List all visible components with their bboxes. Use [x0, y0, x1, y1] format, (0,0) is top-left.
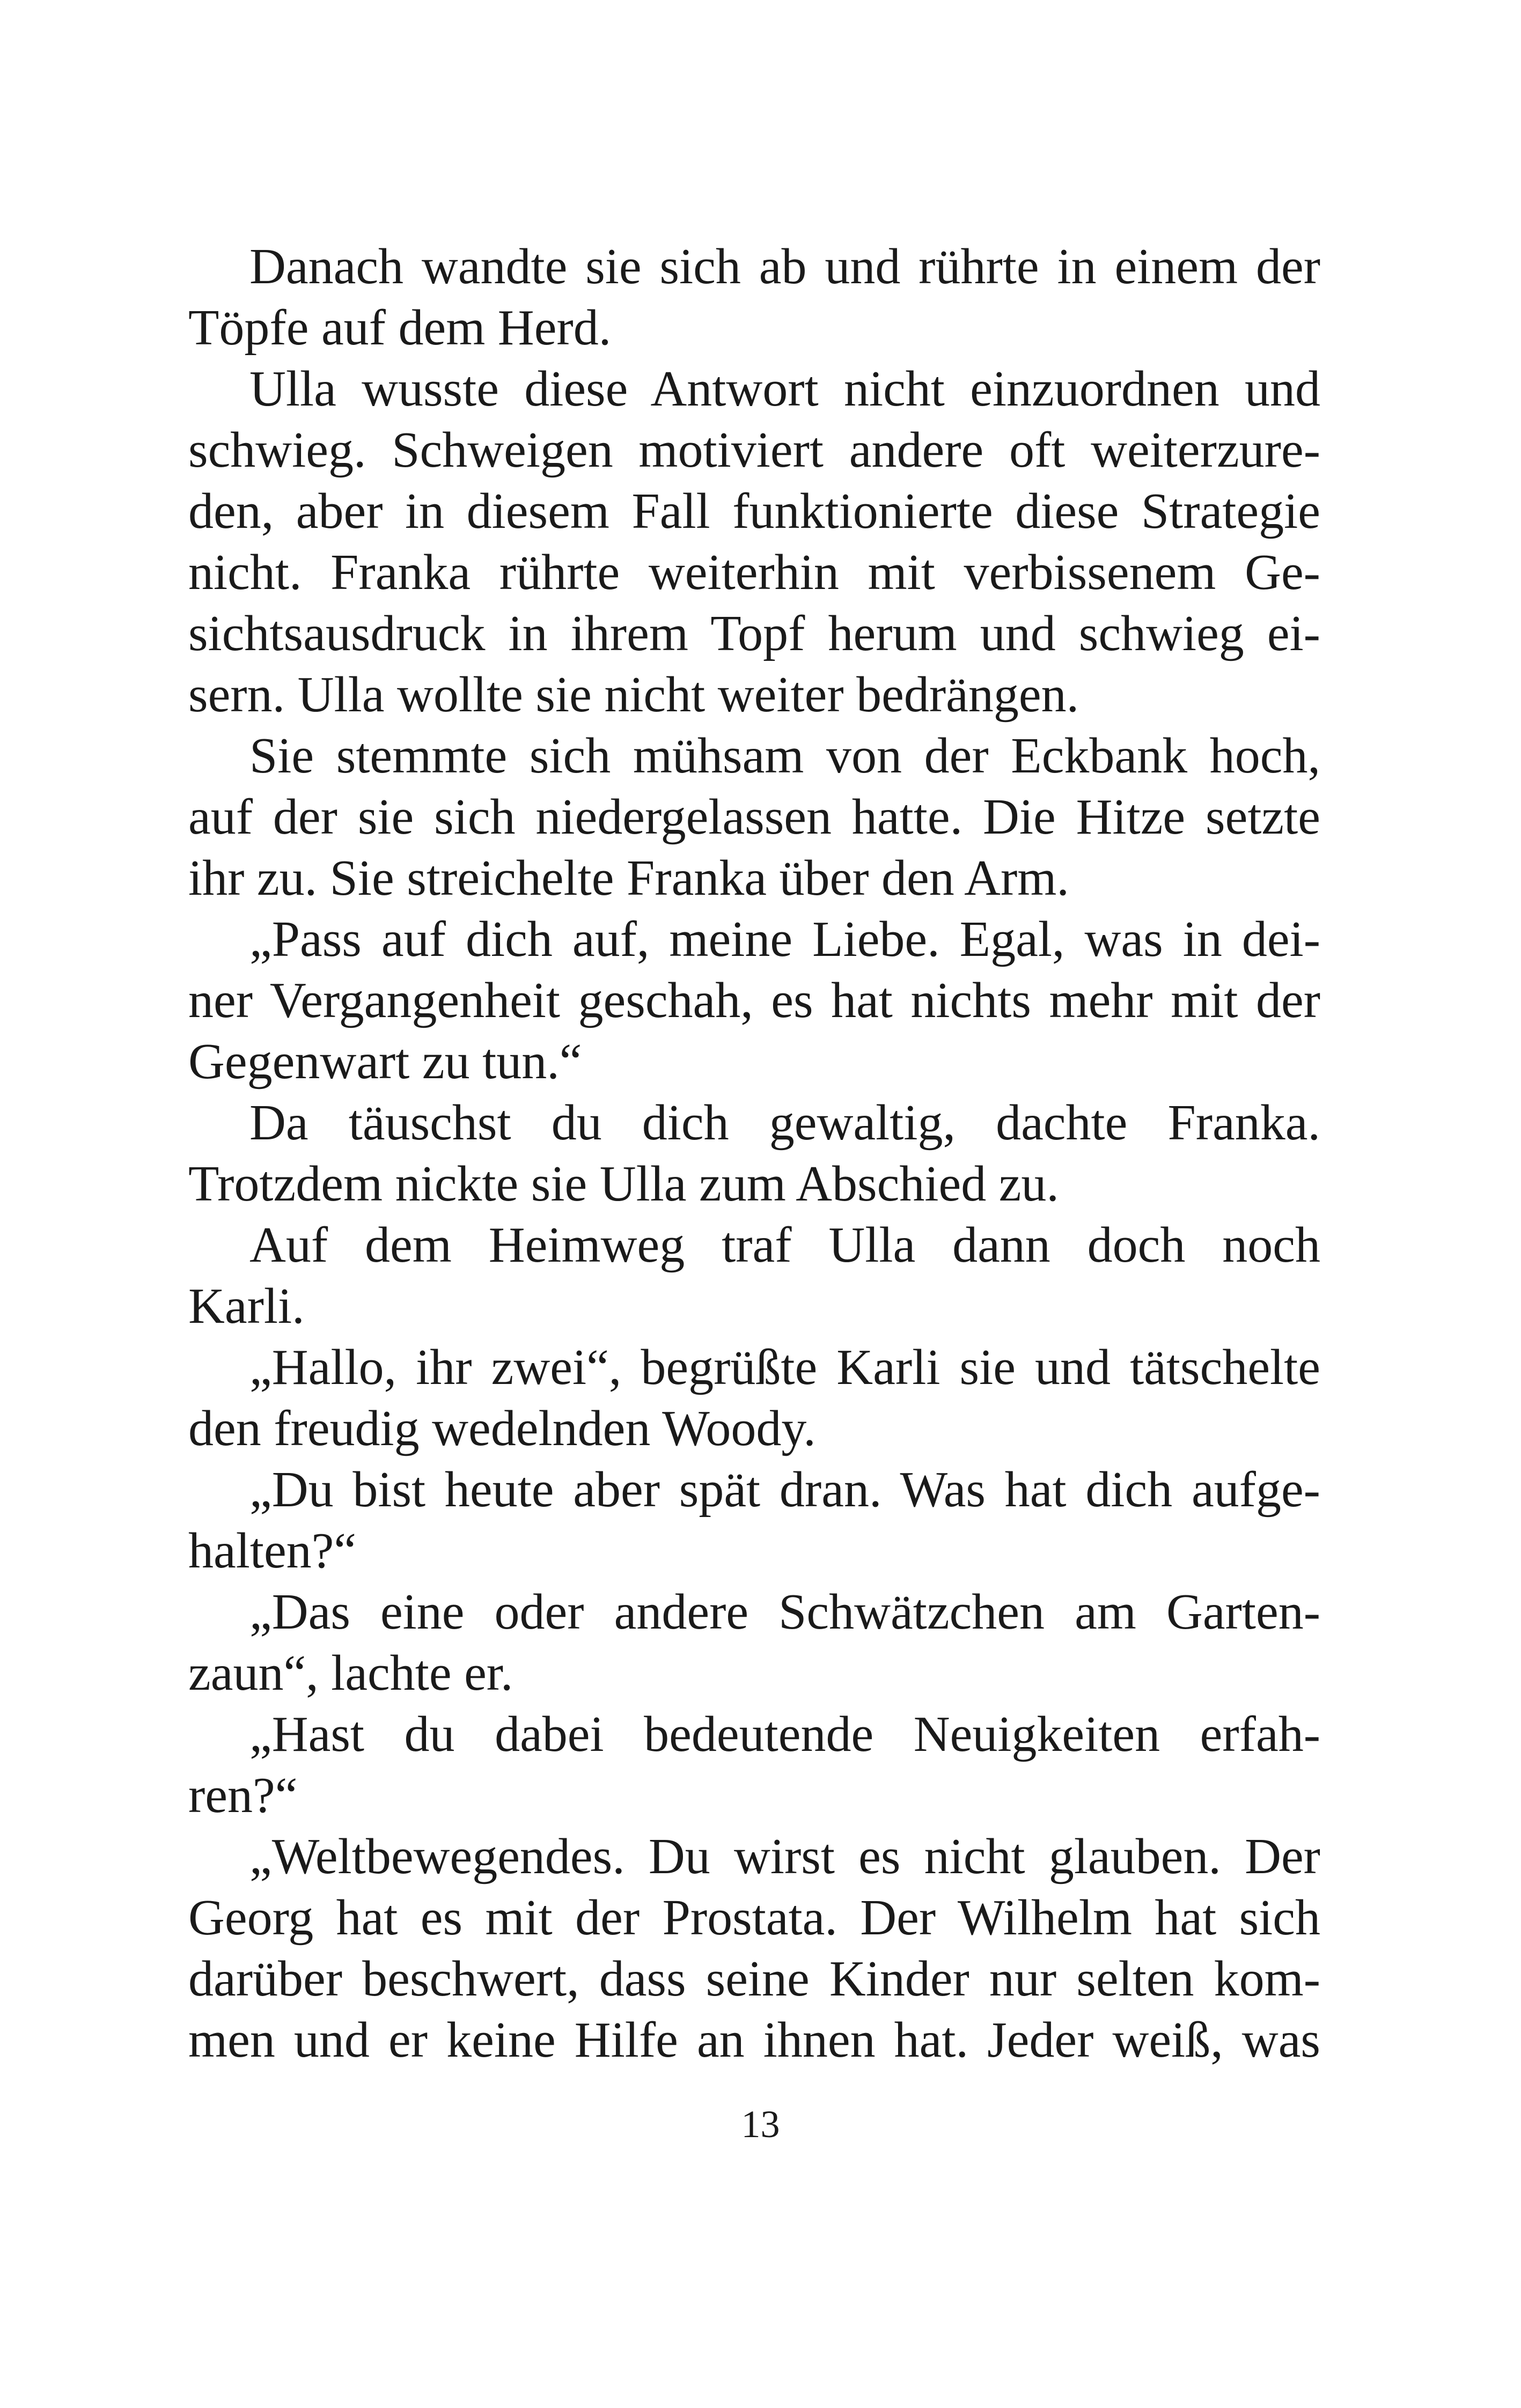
text-line: schwieg. Schweigen motiviert andere oft weiterzure-	[188, 422, 1320, 478]
text-line: Georg hat es mit der Prostata. Der Wilhelm hat sich	[188, 1890, 1320, 1946]
text-line: „Du bist heute aber spät dran. Was hat dich aufge-	[249, 1462, 1320, 1518]
text-line: „Das eine oder andere Schwätzchen am Garten-	[249, 1584, 1320, 1640]
text-line: halten?“	[188, 1523, 357, 1579]
text-line: men und er keine Hilfe an ihnen hat. Jeder weiß, was	[188, 2012, 1320, 2068]
text-line: nicht. Franka rührte weiterhin mit verbissenem Ge-	[188, 544, 1320, 600]
text-line: Auf dem Heimweg traf Ulla dann doch noch	[249, 1217, 1320, 1273]
text-line: Töpfe auf dem Herd.	[188, 300, 612, 356]
text-line: Trotzdem nickte sie Ulla zum Abschied zu.	[188, 1156, 1059, 1212]
text-line: Gegenwart zu tun.“	[188, 1034, 582, 1089]
text-line: Da täuschst du dich gewaltig, dachte Franka.	[249, 1095, 1320, 1151]
text-line: den, aber in diesem Fall funktionierte diese Strategie	[188, 483, 1320, 539]
text-line: Sie stemmte sich mühsam von der Eckbank hoch,	[249, 728, 1320, 784]
text-line: sern. Ulla wollte sie nicht weiter bedrängen.	[188, 667, 1079, 723]
text-line: ren?“	[188, 1768, 298, 1823]
text-line: Karli.	[188, 1278, 305, 1334]
text-line: Danach wandte sie sich ab und rührte in einem der	[249, 239, 1320, 294]
text-line: ihr zu. Sie streichelte Franka über den Arm.	[188, 850, 1069, 906]
text-line: sichtsausdruck in ihrem Topf herum und schwieg ei-	[188, 606, 1320, 661]
text-line: den freudig wedelnden Woody.	[188, 1401, 816, 1456]
text-line: Ulla wusste diese Antwort nicht einzuordnen und	[249, 361, 1320, 417]
text-line: „Hast du dabei bedeutende Neuigkeiten erfah-	[249, 1706, 1320, 1762]
page-number: 13	[741, 2103, 780, 2146]
text-line: zaun“, lachte er.	[188, 1645, 513, 1701]
text-line: darüber beschwert, dass seine Kinder nur selten kom-	[188, 1951, 1320, 2007]
text-line: „Weltbewegendes. Du wirst es nicht glauben. Der	[249, 1829, 1320, 1884]
text-line: „Pass auf dich auf, meine Liebe. Egal, was in dei-	[249, 911, 1320, 967]
body-text	[188, 236, 1320, 2071]
text-line: „Hallo, ihr zwei“, begrüßte Karli sie und tätschelte	[249, 1339, 1320, 1395]
text-line: ner Vergangenheit geschah, es hat nichts mehr mit der	[188, 973, 1320, 1028]
text-line: auf der sie sich niedergelassen hatte. Die Hitze setzte	[188, 789, 1320, 845]
